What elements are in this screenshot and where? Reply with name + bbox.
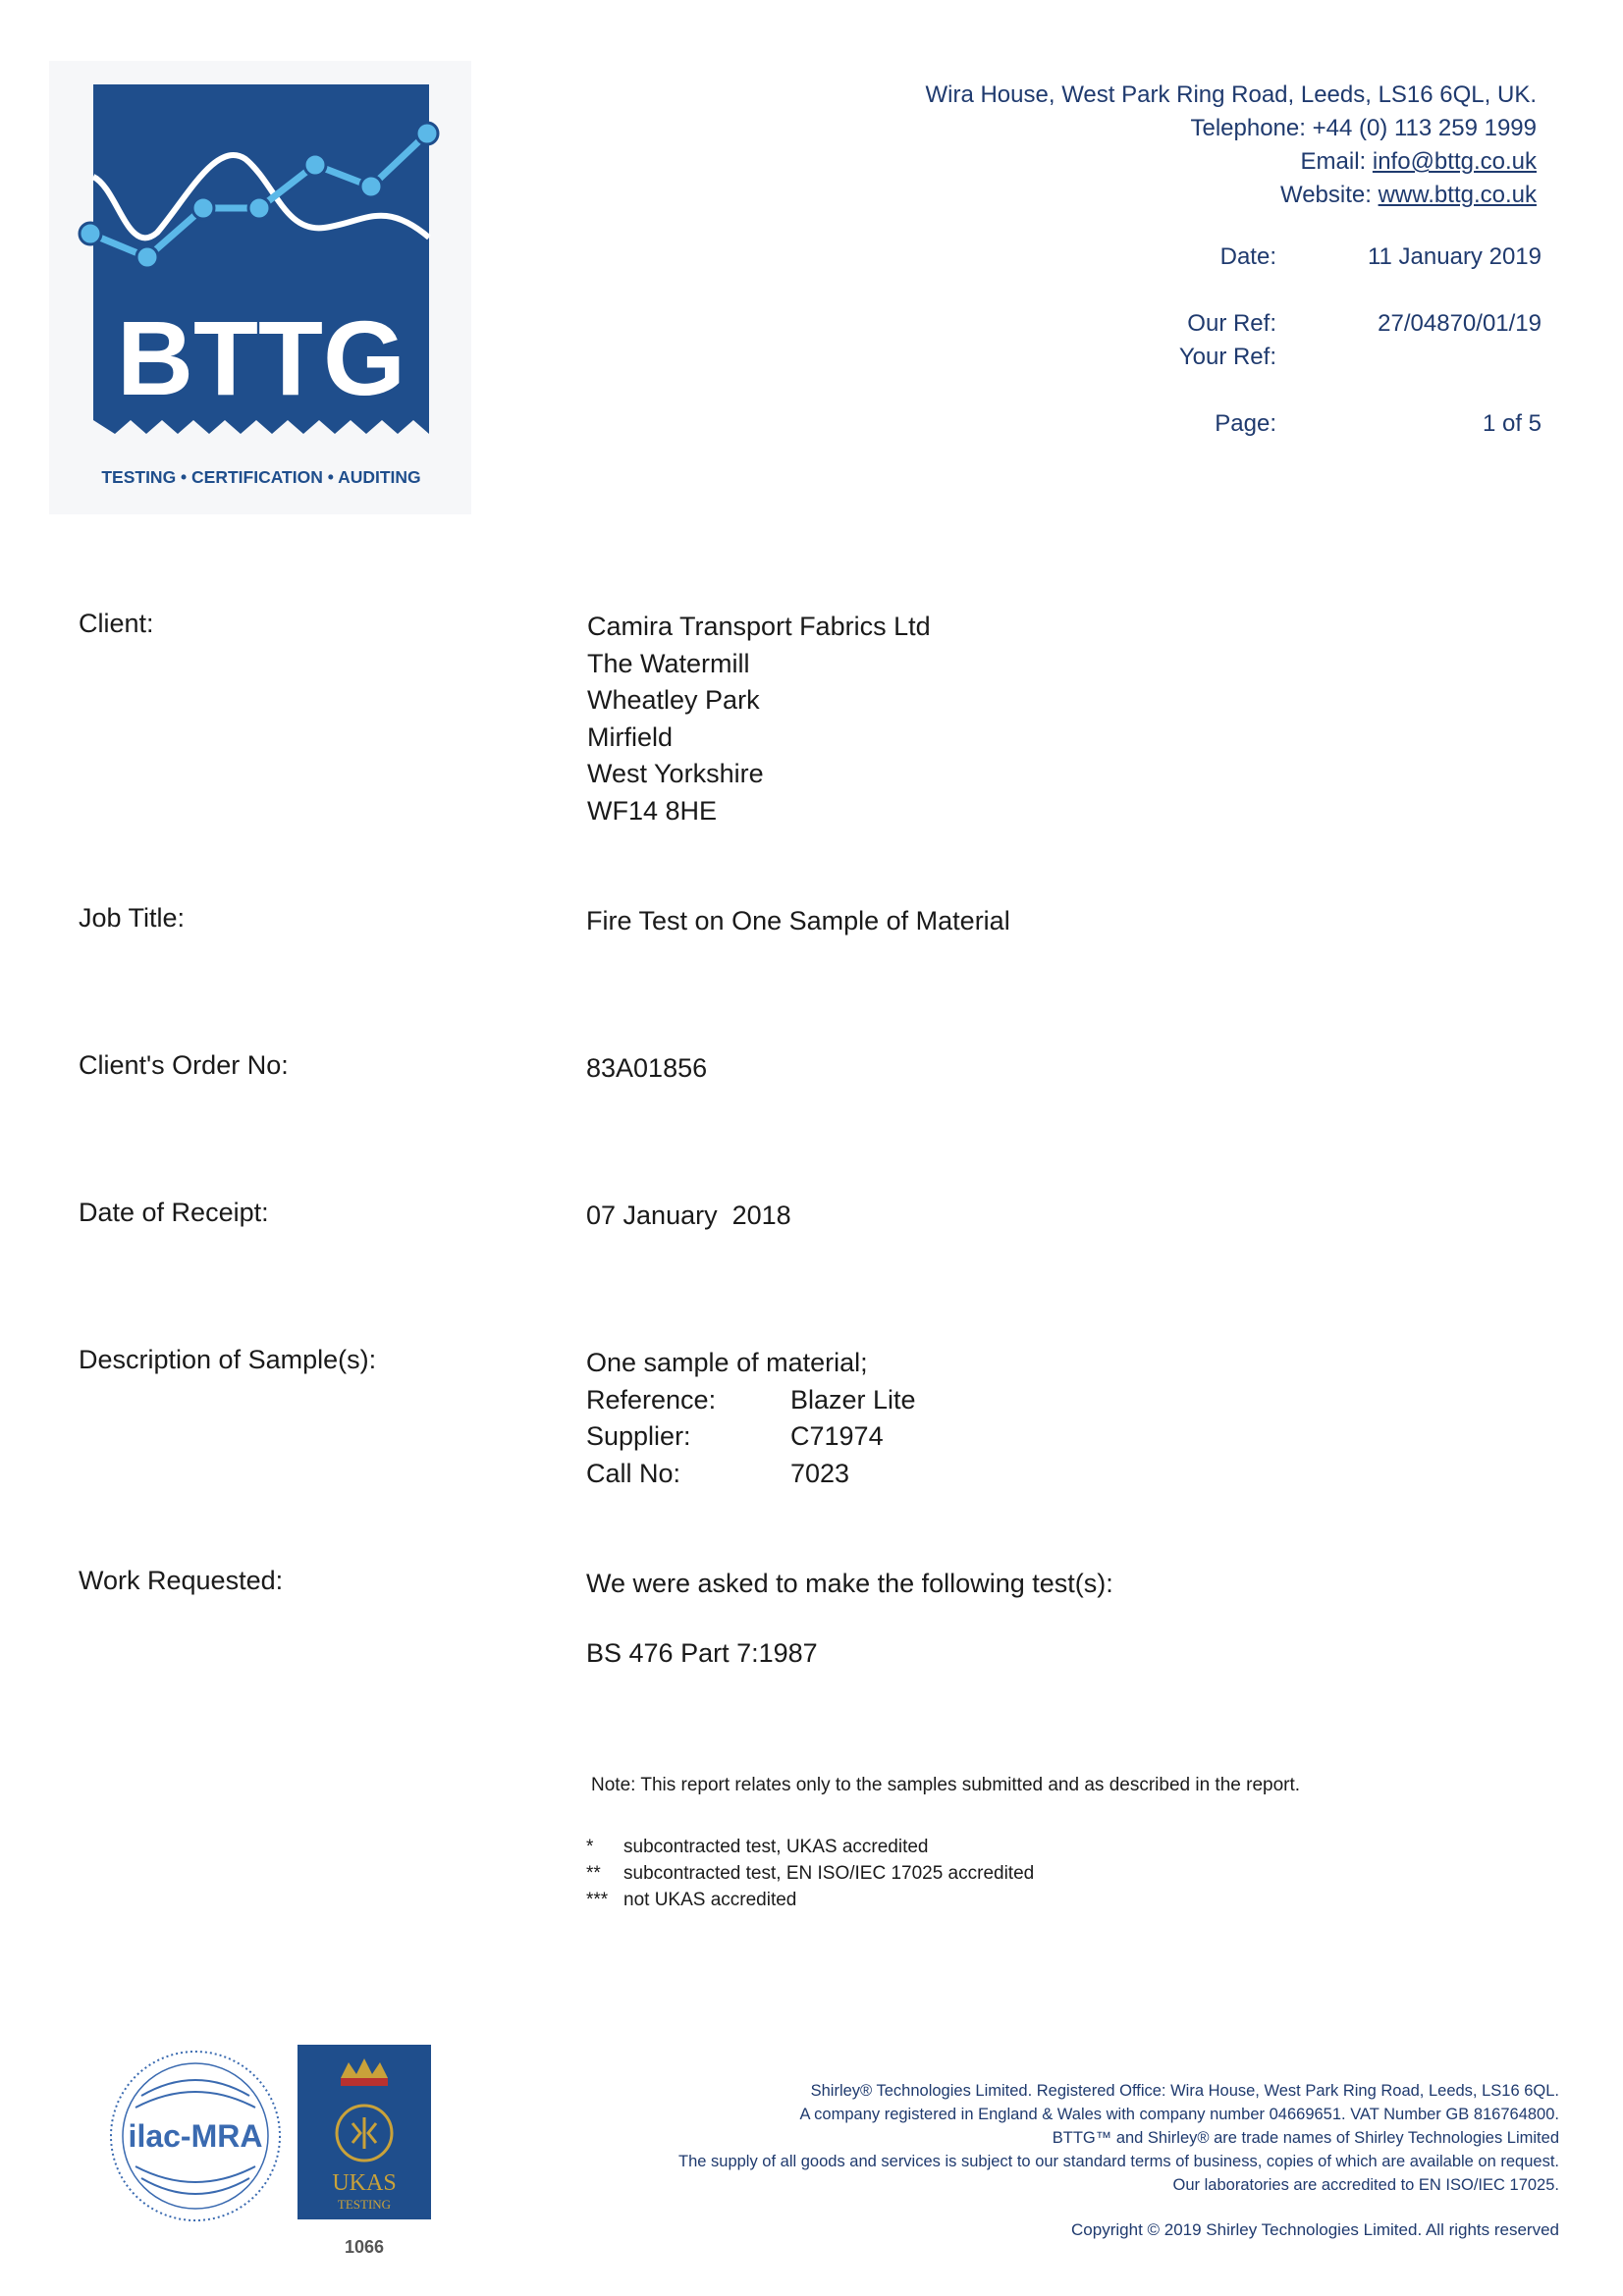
ukas-number: 1066 xyxy=(344,2237,385,2257)
ukas-badge xyxy=(298,2045,431,2263)
work-requested-test: BS 476 Part 7:1987 xyxy=(586,1638,818,1668)
bttg-tagline: TESTING • CERTIFICATION • AUDITING xyxy=(101,467,421,487)
job-title-label: Job Title: xyxy=(79,903,186,933)
bttg-logo xyxy=(49,61,471,514)
report-note: Note: This report relates only to the samples submitted and as described in the report. xyxy=(591,1775,1301,1795)
footer-line: BTTG™ and Shirley® are trade names of Shirley Technologies Limited xyxy=(1052,2129,1559,2147)
meta-date-row xyxy=(1109,240,1542,274)
client-line: WF14 8HE xyxy=(587,795,718,826)
client-line: Camira Transport Fabrics Ltd xyxy=(587,612,931,641)
legend-mark: *** xyxy=(586,1890,609,1910)
accreditation-legend xyxy=(586,1834,1034,1913)
description-value-text: C71974 xyxy=(790,1421,884,1451)
client-label: Client: xyxy=(79,609,154,638)
client-line: Mirfield xyxy=(587,721,674,752)
meta-your-ref-label: Your Ref: xyxy=(1178,344,1276,370)
meta-page-label: Page: xyxy=(1215,410,1276,437)
header-email-label: Email: xyxy=(1300,148,1373,175)
legend-text: subcontracted test, EN ISO/IEC 17025 accredited xyxy=(623,1863,1035,1884)
ukas-text: UKAS xyxy=(332,2170,397,2196)
bttg-brand-text: BTTG xyxy=(117,298,406,417)
bttg-logo-graphic xyxy=(49,61,471,514)
ukas-badge-icon xyxy=(298,2045,431,2263)
description-value-text: 7023 xyxy=(790,1458,850,1488)
description-key: Call No: xyxy=(586,1458,681,1488)
description-key: Supplier: xyxy=(586,1421,691,1451)
legend-item xyxy=(586,1860,1034,1887)
description-value xyxy=(586,1345,916,1492)
order-no-label: Client's Order No: xyxy=(79,1050,289,1080)
description-item xyxy=(586,1382,916,1419)
legend-item xyxy=(586,1887,1034,1913)
description-label: Description of Sample(s): xyxy=(79,1345,377,1374)
footer-line: The supply of all goods and services is subject to our standard terms of business, copies of which are available on request. xyxy=(678,2153,1559,2170)
client-line: Wheatley Park xyxy=(587,685,760,715)
description-key: Reference: xyxy=(586,1384,717,1415)
footer-line: A company registered in England & Wales with company number 04669651. VAT Number GB 816764800. xyxy=(799,2106,1559,2123)
order-no-value: 83A01856 xyxy=(586,1053,708,1083)
meta-our-ref-label: Our Ref: xyxy=(1187,310,1276,337)
description-intro: One sample of material; xyxy=(586,1348,868,1377)
meta-our-ref-row xyxy=(1109,307,1542,341)
meta-your-ref-row xyxy=(1109,341,1542,374)
client-line: The Watermill xyxy=(587,648,750,678)
meta-page-value: 1 of 5 xyxy=(1482,410,1542,437)
footer-copyright: Copyright © 2019 Shirley Technologies Limited. All rights reserved xyxy=(1071,2220,1559,2239)
description-value-text: Blazer Lite xyxy=(790,1384,916,1415)
meta-our-ref-value: 27/04870/01/19 xyxy=(1378,310,1542,337)
header-email-row xyxy=(925,145,1537,179)
legend-item xyxy=(586,1834,1034,1860)
footer-line: Our laboratories are accredited to EN ISO/IEC 17025. xyxy=(1172,2176,1559,2194)
ilac-mra-badge xyxy=(106,2047,285,2225)
legend-text: not UKAS accredited xyxy=(623,1890,797,1910)
legend-mark: * xyxy=(586,1837,594,1857)
meta-page-row xyxy=(1109,407,1542,441)
work-requested-label: Work Requested: xyxy=(79,1566,284,1595)
header-email-link[interactable]: info@bttg.co.uk xyxy=(1372,148,1537,175)
header-meta-block xyxy=(1109,240,1542,441)
date-of-receipt-value: 07 January 2018 xyxy=(586,1201,791,1230)
header-telephone: Telephone: +44 (0) 113 259 1999 xyxy=(1190,115,1537,141)
ilac-mra-text: ilac-MRA xyxy=(128,2118,263,2154)
ilac-mra-icon xyxy=(106,2047,285,2225)
meta-date-value: 11 January 2019 xyxy=(1367,243,1542,270)
client-address xyxy=(587,609,931,829)
description-item xyxy=(586,1456,916,1493)
client-line: West Yorkshire xyxy=(587,759,764,788)
work-requested-intro: We were asked to make the following test(s): xyxy=(586,1569,1113,1598)
meta-date-label: Date: xyxy=(1219,243,1276,270)
footer-company-info xyxy=(678,2079,1559,2197)
job-title-value: Fire Test on One Sample of Material xyxy=(586,906,1010,935)
legend-mark: ** xyxy=(586,1863,601,1884)
date-of-receipt-label: Date of Receipt: xyxy=(79,1198,269,1227)
header-website-link[interactable]: www.bttg.co.uk xyxy=(1378,182,1537,208)
ukas-subtext: TESTING xyxy=(337,2197,392,2212)
header-address: Wira House, West Park Ring Road, Leeds, LS16 6QL, UK. xyxy=(925,81,1537,108)
header-contact-block xyxy=(925,79,1537,212)
header-website-label: Website: xyxy=(1279,182,1379,208)
legend-text: subcontracted test, UKAS accredited xyxy=(623,1837,929,1857)
header-website-row xyxy=(925,179,1537,212)
footer-line: Shirley® Technologies Limited. Registered Office: Wira House, West Park Ring Road, Leeds, LS16 6QL. xyxy=(810,2082,1559,2100)
description-item xyxy=(586,1418,916,1456)
